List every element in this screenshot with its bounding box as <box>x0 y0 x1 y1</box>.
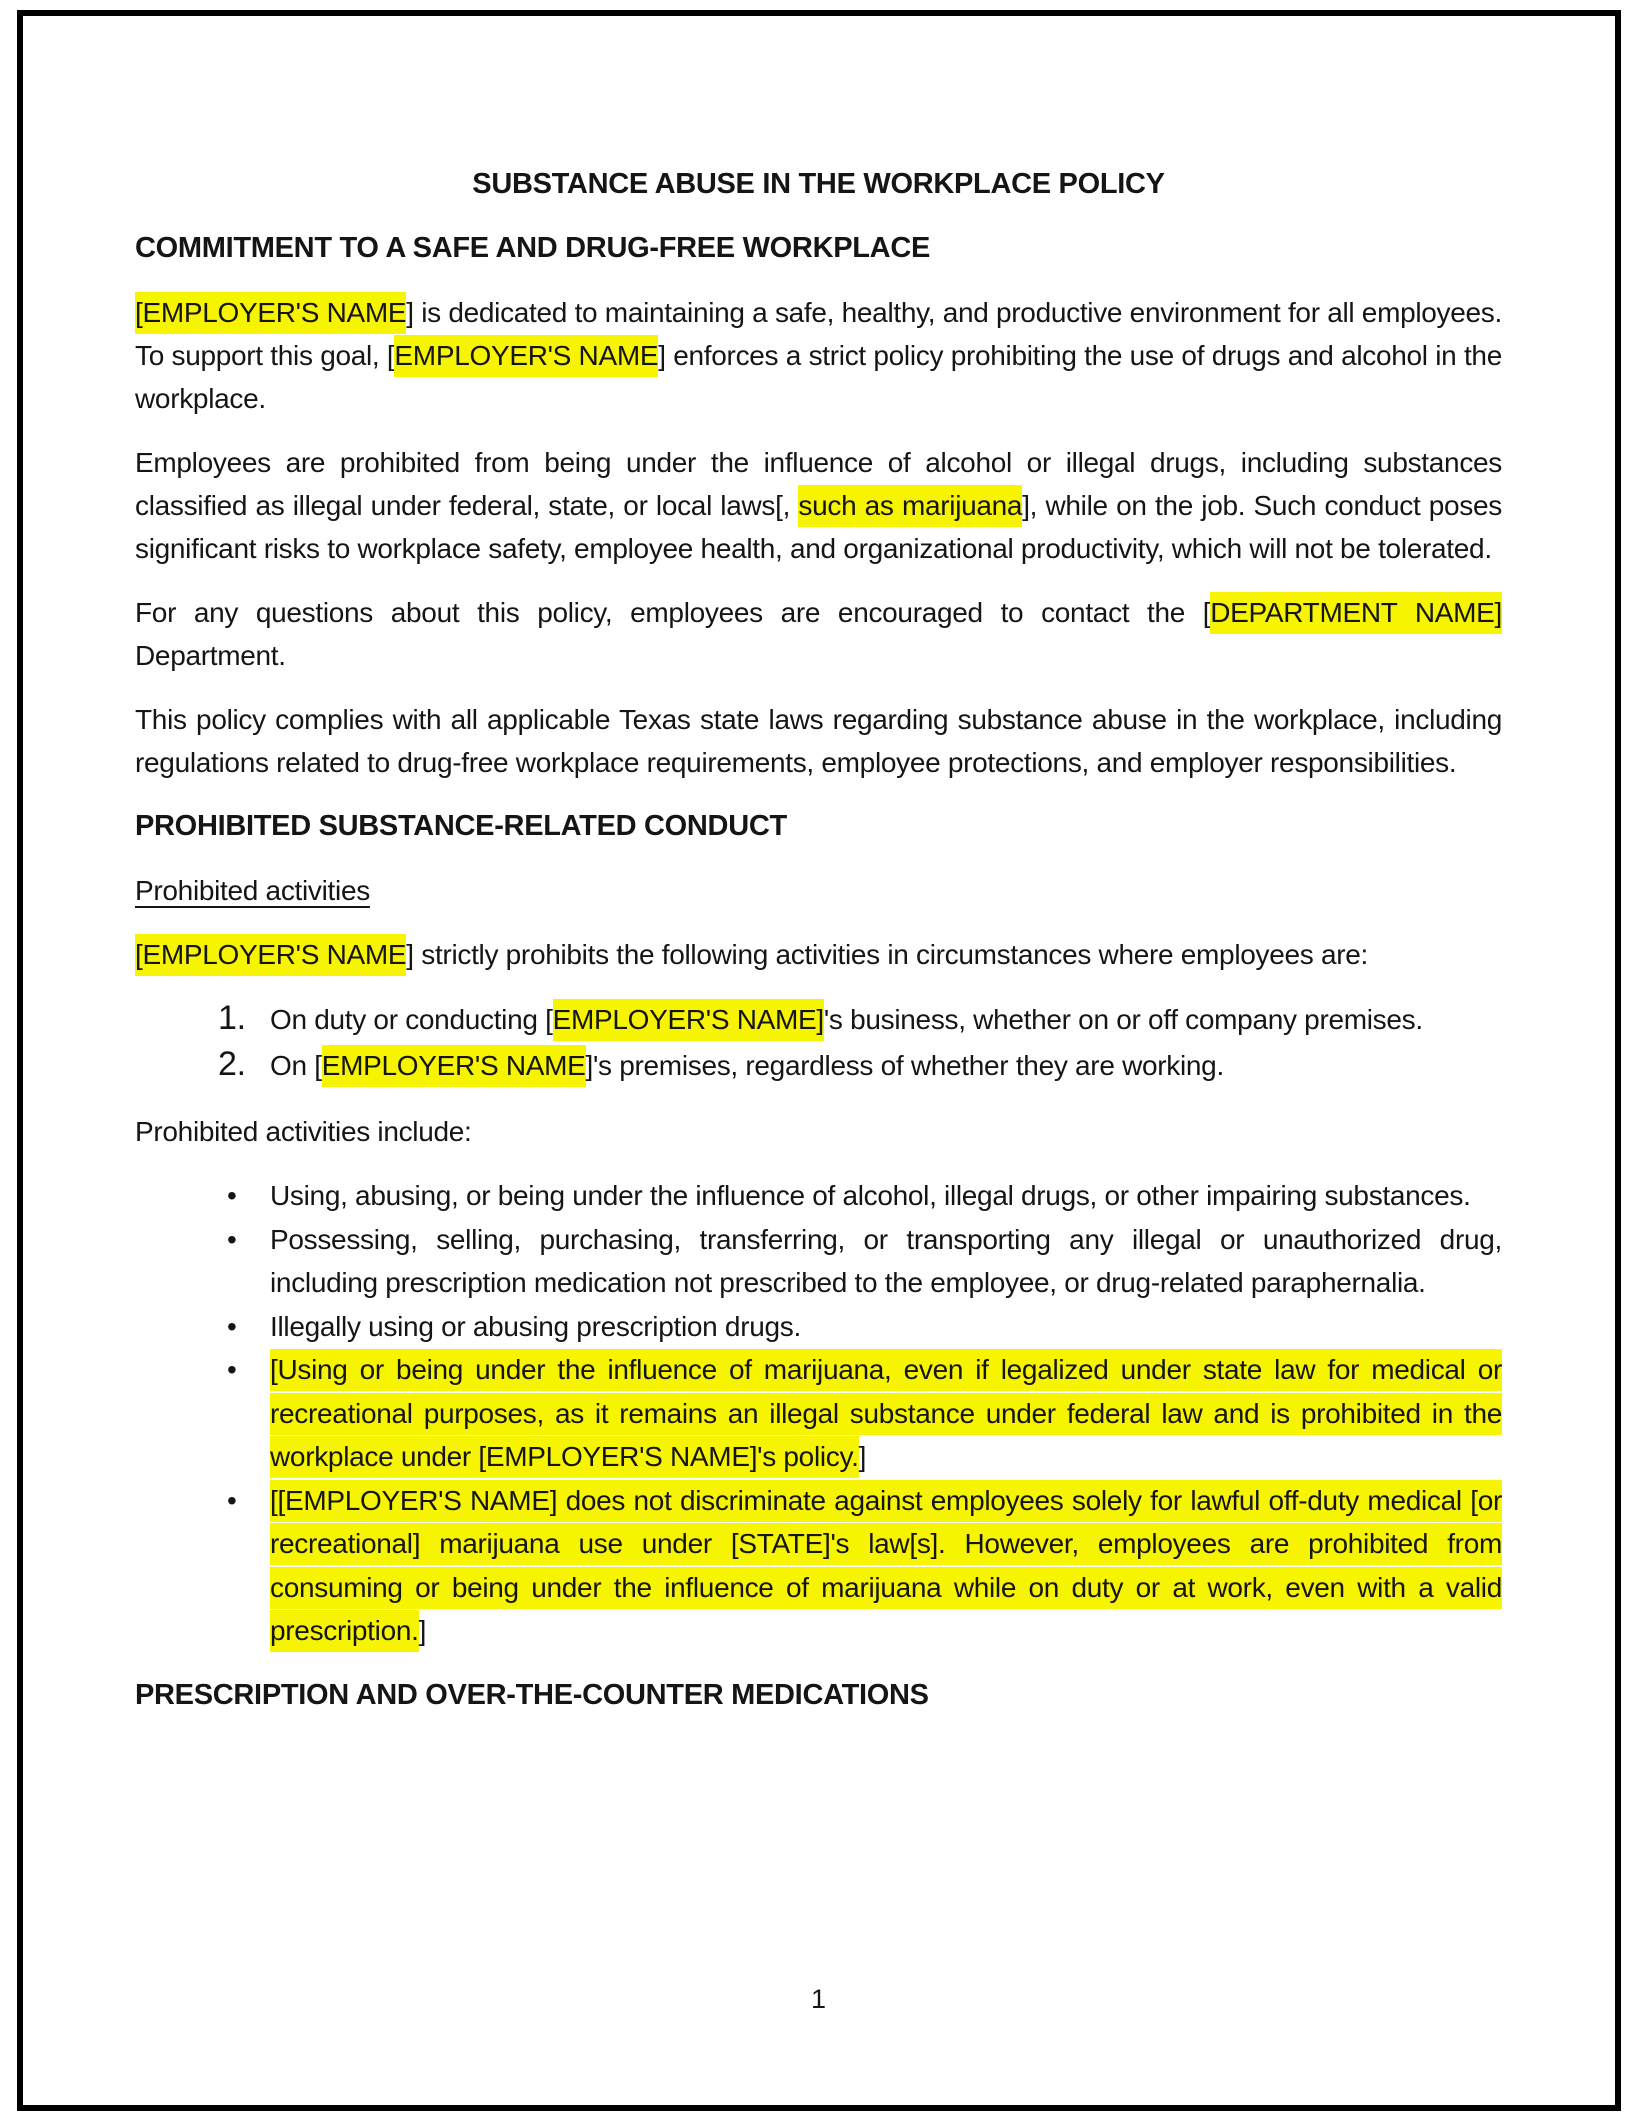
document-body <box>135 163 1502 1738</box>
text-run: On [ <box>270 1050 322 1081</box>
paragraph <box>135 1110 1502 1153</box>
bullet-item-text <box>270 1349 1502 1478</box>
highlighted-placeholder: DEPARTMENT NAME] <box>1210 592 1502 634</box>
bullet-list <box>135 1174 1502 1653</box>
text-run: On duty or conducting [ <box>270 1004 553 1035</box>
bullet-item-text <box>270 1224 1502 1299</box>
document-title: SUBSTANCE ABUSE IN THE WORKPLACE POLICY <box>472 168 1165 200</box>
text-run: This policy complies with all applicable Texas state laws regarding substance abuse in the workplace, including regulations related to drug-free workplace requirements, employee protections, and employer responsibilities. <box>135 704 1502 778</box>
bullet-item <box>135 1348 1502 1479</box>
text-run: ] enforces a strict policy prohibiting the use of drugs and alcohol in the workplace. <box>135 340 1502 414</box>
text-run: Possessing, selling, purchasing, transferring, or transporting any illegal or unauthorized drug, including prescription medication not prescribed to the employee, or drug-related paraphernalia. <box>270 1223 1502 1298</box>
text-run: Illegally using or abusing prescription drugs. <box>270 1310 801 1342</box>
bullet-marker: • <box>227 1310 237 1342</box>
paragraph <box>135 441 1502 570</box>
bullet-item-text <box>270 1180 1471 1211</box>
highlighted-placeholder: [EMPLOYER'S NAME <box>135 292 406 334</box>
numbered-item <box>135 1043 1502 1089</box>
highlighted-placeholder: EMPLOYER'S NAME <box>322 1045 586 1087</box>
highlighted-placeholder: [EMPLOYER'S NAME <box>135 934 406 976</box>
text-run: 's business, whether on or off company premises. <box>823 1004 1423 1035</box>
bullet-marker: • <box>227 1484 237 1516</box>
bullet-item <box>135 1305 1502 1349</box>
text-run: ]'s premises, regardless of whether they are working. <box>585 1050 1224 1081</box>
numbered-list <box>135 997 1502 1089</box>
text-run: Using, abusing, or being under the influence of alcohol, illegal drugs, or other impairing substances. <box>270 1180 1471 1211</box>
bullet-item <box>135 1174 1502 1218</box>
section-heading: PROHIBITED SUBSTANCE-RELATED CONDUCT <box>135 810 787 842</box>
text-run: ] <box>418 1615 427 1646</box>
highlighted-placeholder: [[EMPLOYER'S NAME] does not discriminate against employees solely for lawful off-duty medical [or recreational] marijuana use under [STATE]'s law[s]. However, employees are prohibited from consuming or being under the influence of marijuana while on duty or at work, even with a valid prescription. <box>270 1480 1502 1653</box>
subsection-heading: Prohibited activities <box>135 875 370 906</box>
list-number: 1. <box>218 999 246 1037</box>
text-run: Employees are prohibited from being under the influence of alcohol or illegal drugs, including substances classified as illegal under federal, state, or local laws[, <box>135 447 1502 521</box>
paragraph <box>135 291 1502 420</box>
bullet-item-text <box>270 1311 801 1342</box>
text-run: ] is dedicated to maintaining a safe, healthy, and productive environment for all employees. To support this goal, [ <box>135 297 1502 371</box>
numbered-item <box>135 997 1502 1043</box>
text-run: Department. <box>135 640 286 671</box>
highlighted-placeholder: [Using or being under the influence of marijuana, even if legalized under state law for medical or recreational purposes, as it remains an illegal substance under federal law and is prohibited in the workplace under [EMPLOYER'S NAME]'s policy. <box>270 1349 1502 1478</box>
text-run: ], while on the job. Such conduct poses significant risks to workplace safety, employee health, and organizational productivity, which will not be tolerated. <box>135 490 1502 564</box>
text-run: ] <box>858 1441 867 1472</box>
text-run: Prohibited activities include: <box>135 1116 472 1147</box>
bullet-item <box>135 1218 1502 1305</box>
numbered-item-text <box>270 1045 1224 1087</box>
section-heading: COMMITMENT TO A SAFE AND DRUG-FREE WORKPLACE <box>135 232 931 264</box>
text-run: ] strictly prohibits the following activities in circumstances where employees are: <box>406 939 1368 970</box>
paragraph <box>135 933 1502 976</box>
list-number: 2. <box>218 1045 246 1083</box>
bullet-marker: • <box>227 1354 237 1385</box>
text-run: For any questions about this policy, employees are encouraged to contact the [ <box>135 597 1211 628</box>
paragraph <box>135 591 1502 677</box>
highlighted-placeholder: EMPLOYER'S NAME <box>394 335 658 377</box>
bullet-item <box>135 1479 1502 1653</box>
numbered-item-text <box>270 999 1423 1041</box>
bullet-marker: • <box>227 1223 237 1255</box>
page-number: 1 <box>810 1984 827 2014</box>
section-heading: PRESCRIPTION AND OVER-THE-COUNTER MEDICATIONS <box>135 1678 929 1711</box>
bullet-marker: • <box>227 1180 237 1211</box>
highlighted-placeholder: such as marijuana <box>798 485 1022 527</box>
highlighted-placeholder: EMPLOYER'S NAME] <box>553 999 824 1041</box>
paragraph <box>135 698 1502 784</box>
bullet-item-text <box>270 1480 1502 1653</box>
